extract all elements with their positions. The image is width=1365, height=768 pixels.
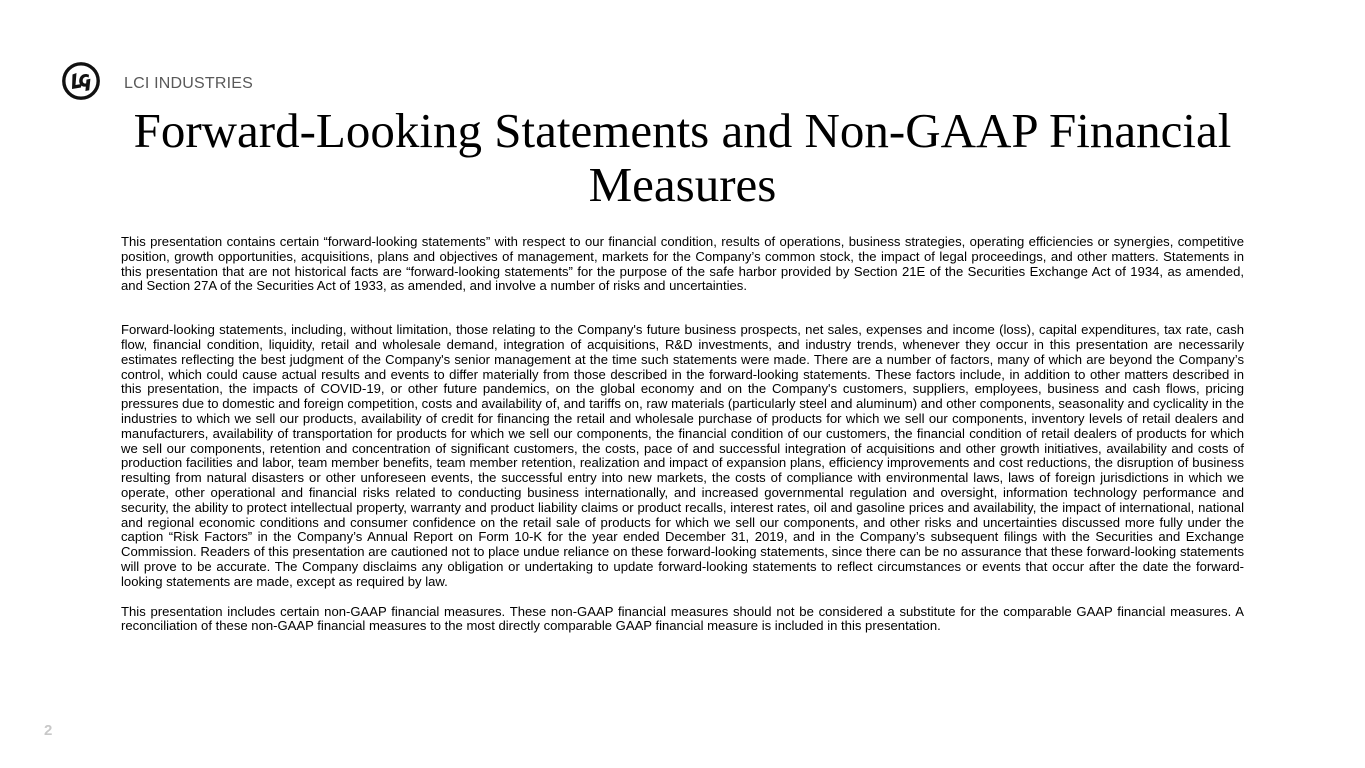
slide-body xyxy=(121,235,1244,634)
lci-logo-icon xyxy=(62,62,100,100)
page-number: 2 xyxy=(44,722,53,739)
forward-looking-factors-paragraph: Forward-looking statements, including, without limitation, those relating to the Company's future business prospects, net sales, expenses and income (loss), capital expenditures, tax rate, cash flow, financial condition, liquidity, retail and wholesale demand, integration of acquisitions, R&D investments, and industry trends, whenever they occur in this presentation are necessarily estimates reflecting the best judgment of the Company's senior management at the time such statements were made. There are a number of factors, many of which are beyond the Company’s control, which could cause actual results and events to differ materially from those described in the forward-looking statements. These factors include, in addition to other matters described in this presentation, the impacts of COVID-19, or other future pandemics, on the global economy and on the Company's customers, suppliers, employees, business and cash flows, pricing pressures due to domestic and foreign competition, costs and availability of, and tariffs on, raw materials (particularly steel and aluminum) and other components, seasonality and cyclicality in the industries to which we sell our products, availability of credit for financing the retail and wholesale purchase of products for which we sell our components, inventory levels of retail dealers and manufacturers, availability of transportation for products for which we sell our components, the financial condition of our customers, the financial condition of retail dealers of products for which we sell our components, retention and concentration of significant customers, the costs, pace of and successful integration of acquisitions and other growth initiatives, availability and costs of production facilities and labor, team member benefits, team member retention, realization and impact of expansion plans, efficiency improvements and cost reductions, the disruption of business resulting from natural disasters or other unforeseen events, the successful entry into new markets, the costs of compliance with environmental laws, laws of foreign jurisdictions in which we operate, other operational and financial risks related to conducting business internationally, and increased governmental regulation and oversight, information technology performance and security, the ability to protect intellectual property, warranty and product liability claims or product recalls, interest rates, oil and gasoline prices and availability, the impact of international, national and regional economic conditions and consumer confidence on the retail sale of products for which we sell our components, and other risks and uncertainties discussed more fully under the caption “Risk Factors” in the Company’s Annual Report on Form 10-K for the year ended December 31, 2019, and in the Company’s subsequent filings with the Securities and Exchange Commission. Readers of this presentation are cautioned not to place undue reliance on these forward-looking statements, since there can be no assurance that these forward-looking statements will prove to be accurate. The Company disclaims any obligation or undertaking to update forward-looking statements to reflect circumstances or events that occur after the date the forward-looking statements are made, except as required by law. xyxy=(121,322,1244,589)
non-gaap-paragraph: This presentation includes certain non-GAAP financial measures. These non-GAAP financial measures should not be considered a substitute for the comparable GAAP financial measures. A reconciliation of these non-GAAP financial measures to the most directly comparable GAAP financial measure is included in this presentation. xyxy=(121,603,1244,634)
slide-title: Forward-Looking Statements and Non-GAAP Financial Measures xyxy=(133,103,1232,212)
company-name: LCI INDUSTRIES xyxy=(124,75,254,92)
forward-looking-intro-paragraph: This presentation contains certain “forward-looking statements” with respect to our financial condition, results of operations, business strategies, operating efficiencies or synergies, competitive position, growth opportunities, acquisitions, plans and objectives of management, markets for the Company’s common stock, the impact of legal proceedings, and other matters. Statements in this presentation that are not historical facts are “forward-looking statements” for the purpose of the safe harbor provided by Section 21E of the Securities Exchange Act of 1934, as amended, and Section 27A of the Securities Act of 1933, as amended, and involve a number of risks and uncertainties. xyxy=(121,234,1244,294)
